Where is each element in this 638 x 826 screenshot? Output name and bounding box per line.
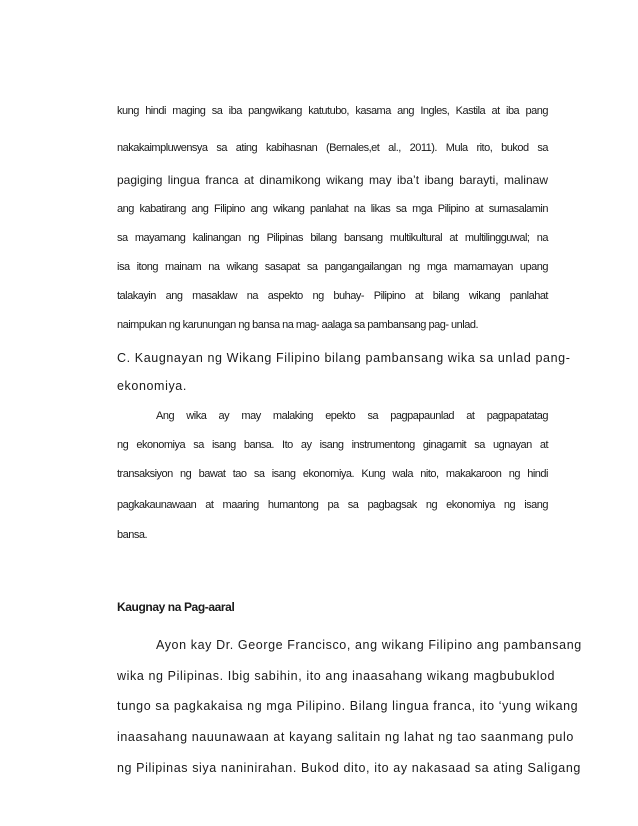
paragraph-3-line-4: inaasahang nauunawaan at kayang salitain ng lahat ng tao saanmang pulo xyxy=(117,730,574,744)
paragraph-1-line-6: isa itong mainam na wikang sasapat sa pangangailangan ng mga mamamayan upang xyxy=(117,261,548,273)
paragraph-1-line-3: pagiging lingua franca at dinamikong wikang may iba’t ibang barayti, malinaw xyxy=(117,173,548,187)
paragraph-1-line-4: ang kabatirang ang Filipino ang wikang panlahat na likas sa mga Pilipino at sumasalamin xyxy=(117,203,548,215)
paragraph-3-line-1: Ayon kay Dr. George Francisco, ang wikang Filipino ang pambansang xyxy=(156,638,582,652)
paragraph-2-line-4: pagkakaunawaan at maaring humantong pa sa pagbagsak ng ekonomiya ng isang xyxy=(117,499,548,511)
paragraph-2-line-5: bansa. xyxy=(117,529,148,541)
paragraph-3-line-2: wika ng Pilipinas. Ibig sabihin, ito ang inaasahang wikang magbubuklod xyxy=(117,669,556,683)
paragraph-1-line-5: sa mayamang kalinangan ng Pilipinas bilang bansang multikultural at multilingguwal; na xyxy=(117,232,548,244)
paragraph-2-line-2: ng ekonomiya sa isang bansa. Ito ay isang instrumentong ginagamit sa ugnayan at xyxy=(117,439,548,451)
section-c-heading-line-2: ekonomiya. xyxy=(117,379,187,393)
paragraph-3-line-5: ng Pilipinas siya naninirahan. Bukod dito, ito ay nakasaad sa ating Saligang xyxy=(117,761,581,775)
paragraph-2-line-3: transaksiyon ng bawat tao sa isang ekonomiya. Kung wala nito, makakaroon ng hindi xyxy=(117,468,548,480)
paragraph-3-line-3: tungo sa pagkakaisa ng mga Pilipino. Bilang lingua franca, ito ‘yung wikang xyxy=(117,699,579,713)
paragraph-1-line-7: talakayin ang masaklaw na aspekto ng buhay- Pilipino at bilang wikang panlahat xyxy=(117,290,548,302)
paragraph-2-line-1: Ang wika ay may malaking epekto sa pagpapaunlad at pagpapatatag xyxy=(156,410,548,422)
section-c-heading-line-1: C. Kaugnayan ng Wikang Filipino bilang pambansang wika sa unlad pang- xyxy=(117,351,571,365)
paragraph-1-line-1: kung hindi maging sa iba pangwikang katutubo, kasama ang Ingles, Kastila at iba pang xyxy=(117,105,548,117)
paragraph-1-line-2: nakakaimpluwensya sa ating kabihasnan (Bernales,et al., 2011). Mula rito, bukod sa xyxy=(117,142,548,154)
paragraph-1-line-8: naimpukan ng karunungan ng bansa na mag- aalaga sa pambansang pag- unlad. xyxy=(117,319,479,331)
section-heading: Kaugnay na Pag-aaral xyxy=(117,600,235,614)
